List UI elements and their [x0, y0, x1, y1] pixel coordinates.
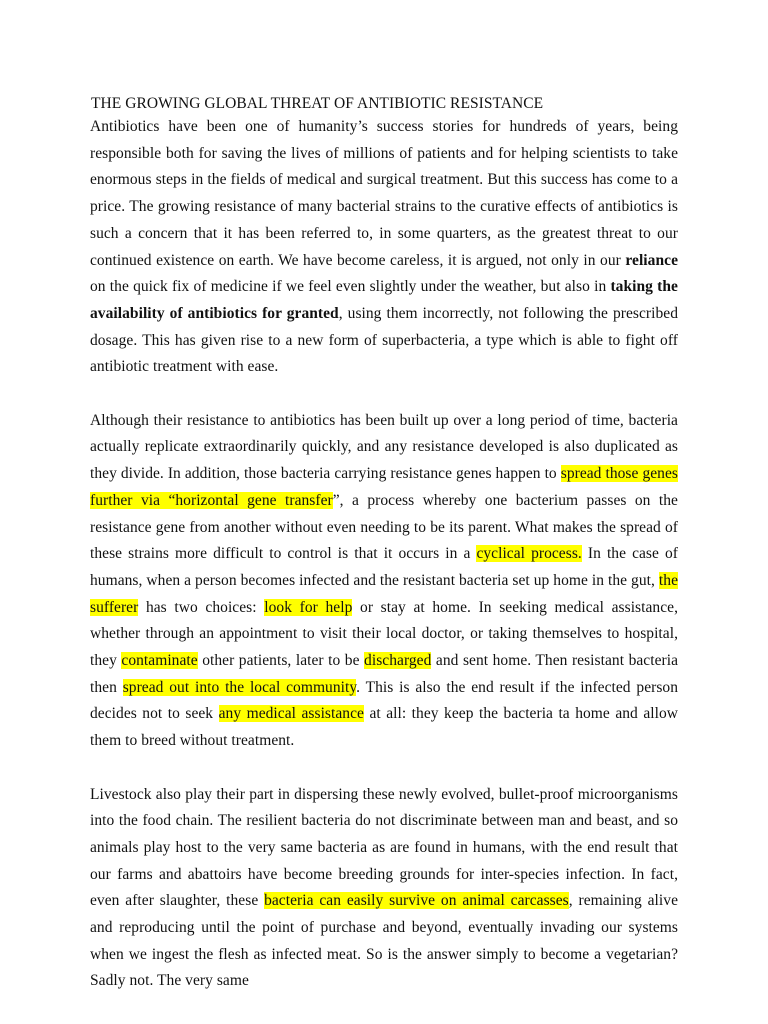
bold-text: taking the availability of antibiotics for granted [90, 278, 678, 322]
text-run: , remaining alive and reproducing until the point of purchase and beyond, eventually invading our systems when we ingest the flesh as infected meat. So is the answer simply to become a vegetarian? Sadly not. The very same [90, 892, 679, 990]
highlighted-text: any medical assistance [218, 705, 364, 723]
bold-text: reliance [625, 251, 678, 269]
paragraph [90, 408, 678, 755]
highlighted-text: bacteria can easily survive on animal carcasses [264, 892, 569, 910]
highlighted-text: the sufferer [90, 571, 678, 616]
text-run: Although their resistance to antibiotics has been built up over a long period of time, bacteria actually replicate extraordinarily quickly, and any resistance developed is also duplicated as they divide. In addition, those bacteria carrying resistance genes happen to [90, 411, 678, 483]
text-run: on the quick fix of medicine if we feel even slightly under the weather, but also in [90, 278, 611, 296]
paragraph [90, 782, 678, 996]
text-run: at all: they keep the bacteria ta home and allow them to breed without treatment. [90, 705, 679, 750]
text-run: Antibiotics have been one of humanity’s success stories for hundreds of years, being responsible both for saving the lives of millions of patients and for helping scientists to take enormous steps in the fields of medical and surgical treatment. But this success has come to a price. The growing resistance of many bacterial strains to the curative effects of antibiotics is such a concern that it has been referred to, in some quarters, as the greatest threat to our continued existence on earth. We have become careless, it is argued, not only in our [90, 118, 678, 269]
text-run: other patients, later to be [197, 652, 365, 670]
text-run: ”, a process whereby one bacterium passes on the resistance gene from another without even needing to be its parent. What makes the spread of these strains more difficult to control is that it occurs in a [90, 491, 678, 563]
text-run: has two choices: [138, 598, 265, 616]
highlighted-text: contaminate [121, 652, 198, 670]
text-run: In the case of humans, when a person becomes infected and the resistant bacteria set up home in the gut, [90, 545, 678, 589]
highlighted-text: look for help [264, 598, 353, 616]
highlighted-text: discharged [364, 652, 432, 670]
text-run: or stay at home. In seeking medical assistance, whether through an appointment to visit their local doctor, or taking themselves to hospital, they [90, 598, 678, 670]
text-run: and sent home. Then resistant bacteria then [90, 652, 679, 696]
highlighted-text: spread out into the local community [122, 678, 357, 696]
paragraph [90, 114, 678, 381]
text-run: Livestock also play their part in dispersing these newly evolved, bullet-proof microorganisms into the food chain. The resilient bacteria do not discriminate between man and beast, and so animals play host to the very same bacteria as are found in humans, with the end result that our farms and abattoirs have become breeding grounds for inter-species infection. In fact, even after slaughter, these [90, 785, 678, 910]
highlighted-text: spread those genes further via “horizontal gene transfer [90, 465, 678, 509]
text-run: , using them incorrectly, not following the prescribed dosage. This has given rise to a new form of superbacteria, a type which is able to fight off antibiotic treatment with ease. [90, 304, 678, 376]
text-run: . This is also the end result if the infected person decides not to seek [90, 678, 679, 723]
document-body [90, 114, 678, 995]
document-title: THE GROWING GLOBAL THREAT OF ANTIBIOTIC RESISTANCE [91, 95, 544, 112]
highlighted-text: cyclical process. [476, 545, 582, 563]
